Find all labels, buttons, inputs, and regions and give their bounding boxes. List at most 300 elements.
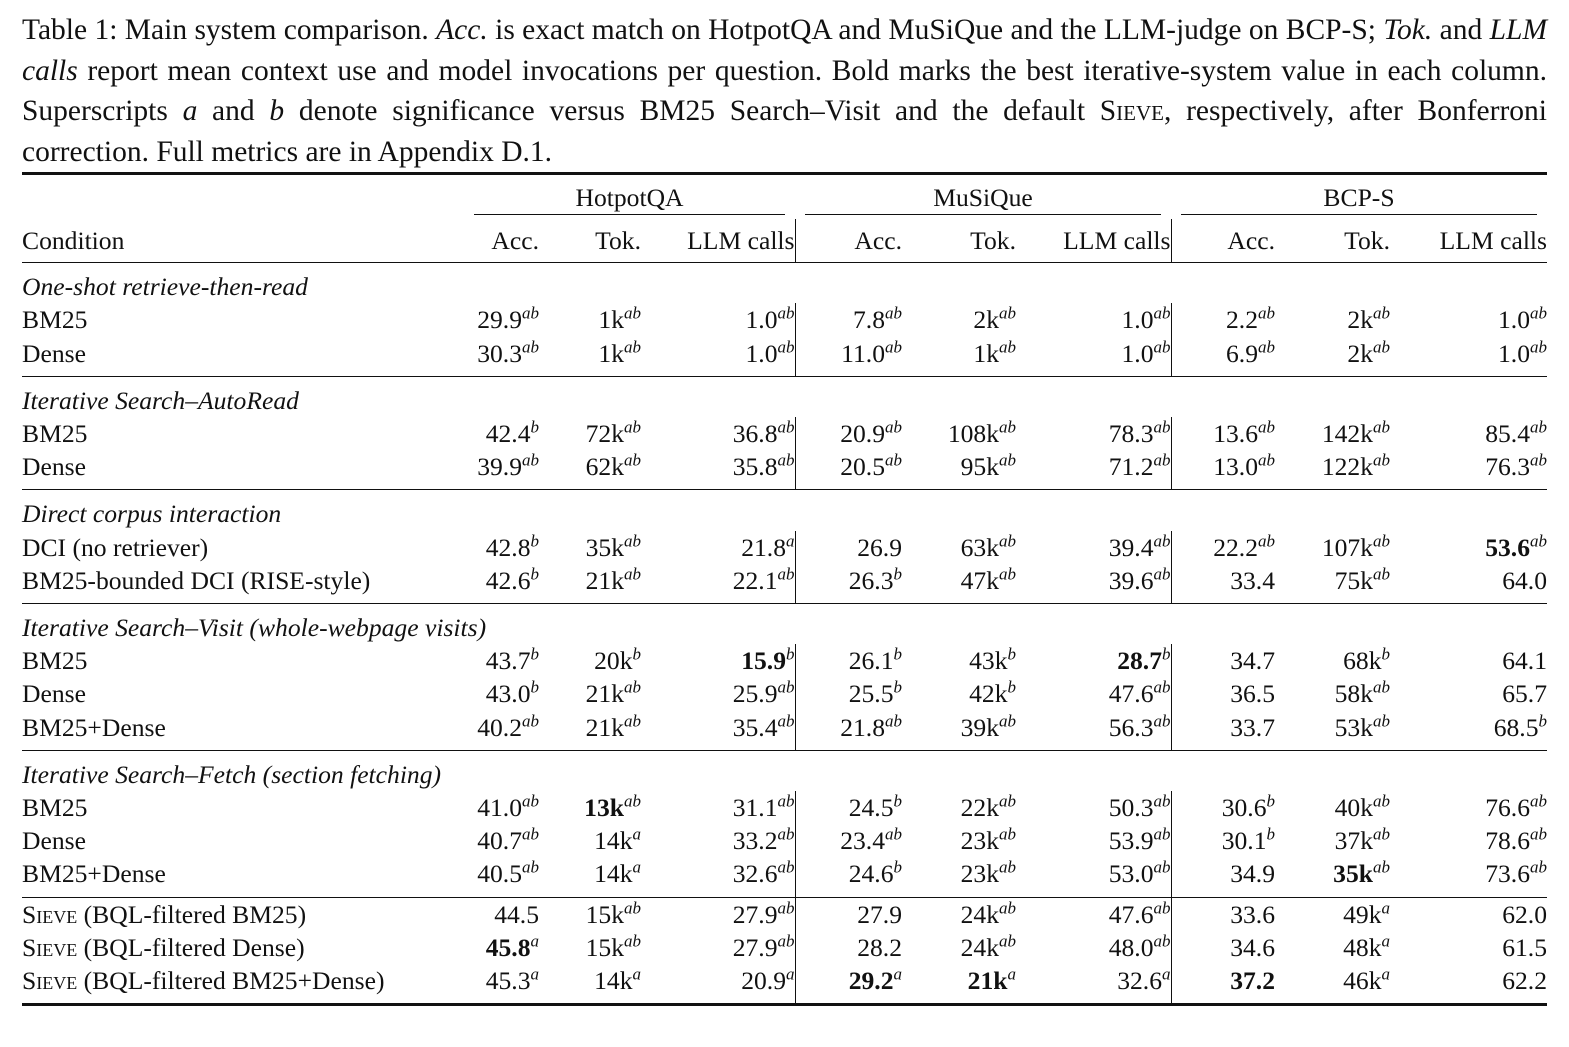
cell-value: 40k — [1334, 793, 1373, 823]
significance-marker: ab — [1530, 303, 1547, 323]
cell-value: 26.1 — [848, 646, 894, 676]
table-row — [22, 711, 1547, 751]
cell-value: 28.7 — [1117, 646, 1162, 676]
cell-value: 15k — [585, 899, 624, 929]
table-cell — [464, 417, 539, 450]
table-cell — [795, 677, 902, 710]
significance-marker: ab — [1530, 531, 1547, 551]
column-header: LLM calls — [641, 219, 795, 263]
cell-value: 29.9 — [477, 305, 522, 335]
significance-marker: a — [893, 964, 902, 984]
table-cell — [902, 337, 1016, 377]
cell-value: 44.5 — [494, 899, 539, 929]
table-cell — [641, 450, 795, 490]
cell-value: 1.0 — [1121, 305, 1154, 335]
table-cell — [464, 857, 539, 897]
cell-value: 43.0 — [485, 679, 531, 709]
significance-marker: ab — [999, 564, 1016, 584]
table-cell — [1390, 564, 1547, 604]
cell-value: 39k — [960, 712, 999, 742]
cell-value: 1.0 — [745, 338, 778, 368]
group-title: Iterative Search–Fetch (section fetching) — [22, 750, 1547, 791]
significance-marker: ab — [624, 337, 641, 357]
significance-marker: ab — [999, 711, 1016, 731]
significance-marker: ab — [1373, 824, 1390, 844]
cell-value: 42.6 — [485, 565, 531, 595]
significance-marker: ab — [1153, 898, 1171, 918]
table-cell — [1171, 337, 1275, 377]
table-cell — [1390, 964, 1547, 1003]
table-cell — [902, 931, 1016, 964]
table-cell — [1390, 897, 1547, 931]
table-cell — [539, 964, 641, 1003]
significance-marker: ab — [999, 531, 1016, 551]
significance-marker: b — [530, 417, 539, 437]
cell-value: 24k — [960, 932, 999, 962]
cell-value: 20.5 — [840, 452, 885, 482]
cell-value: 142k — [1321, 419, 1373, 449]
significance-marker: b — [530, 564, 539, 584]
cell-value: 53k — [1334, 712, 1373, 742]
significance-marker: b — [893, 857, 902, 877]
cell-value: 72k — [585, 419, 624, 449]
cell-value: 49k — [1343, 899, 1382, 929]
condition-label: BM25 — [22, 305, 88, 335]
cell-value: 42k — [969, 679, 1008, 709]
cell-value: 63k — [960, 532, 999, 562]
cell-value: 27.9 — [732, 899, 778, 929]
table-cell — [1275, 337, 1390, 377]
results-table — [22, 172, 1547, 1006]
table-cell — [1016, 450, 1171, 490]
significance-marker: b — [786, 644, 795, 664]
significance-marker: a — [1381, 898, 1390, 918]
table-cell — [1171, 417, 1275, 450]
table-cell — [1016, 303, 1171, 336]
significance-marker: ab — [999, 417, 1016, 437]
cell-value: 32.6 — [1117, 966, 1162, 996]
significance-marker: ab — [777, 677, 795, 697]
condition-name — [22, 644, 464, 677]
cell-value: 40.5 — [477, 859, 522, 889]
significance-marker: ab — [624, 417, 641, 437]
table-cell — [464, 644, 539, 677]
condition-name — [22, 677, 464, 710]
significance-marker: ab — [1530, 857, 1547, 877]
cell-value: 41.0 — [477, 793, 522, 823]
column-header: Tok. — [595, 226, 641, 255]
table-cell — [902, 450, 1016, 490]
cell-value: 64.0 — [1502, 565, 1547, 595]
condition-name — [22, 450, 464, 490]
cell-value: 43k — [969, 646, 1008, 676]
cell-value: 71.2 — [1108, 452, 1154, 482]
cell-value: 20.9 — [840, 419, 885, 449]
significance-marker: ab — [1373, 303, 1390, 323]
significance-marker: b — [1007, 677, 1016, 697]
table-cell — [1390, 824, 1547, 857]
cell-value: 42.4 — [485, 419, 531, 449]
table-cell — [641, 303, 795, 336]
table-cell — [902, 897, 1016, 931]
significance-marker: ab — [999, 303, 1016, 323]
table-caption: Table 1: Main system comparison. Acc. is exact match on HotpotQA and MuSiQue and the LLM-judge on BCP-S; Tok. and LLM calls report mean context use and model invocations per question. Bold marks the best iterative-system value in each column. Superscripts a and b denote significance versus BM25 Search–Visit and the default Sieve, respectively, after Bonferroni correction. Full metrics are in Appendix D.1. — [22, 14, 1548, 169]
table-cell — [641, 531, 795, 564]
cell-value: 31.1 — [732, 793, 778, 823]
cell-value: 20k — [594, 646, 633, 676]
cell-value: 39.4 — [1108, 532, 1154, 562]
table-cell — [795, 644, 902, 677]
significance-marker: ab — [1153, 531, 1171, 551]
table-cell — [902, 303, 1016, 336]
significance-marker: ab — [1373, 337, 1390, 357]
group-heading-row — [22, 490, 1547, 531]
table-cell — [1390, 857, 1547, 897]
cell-value: 53.0 — [1108, 859, 1154, 889]
table-cell — [1016, 897, 1171, 931]
cell-value: 53.9 — [1108, 826, 1154, 856]
cell-value: 2k — [1347, 338, 1373, 368]
significance-marker: ab — [1153, 337, 1171, 357]
table-cell — [539, 791, 641, 824]
significance-marker: b — [1381, 644, 1390, 664]
significance-marker: ab — [624, 531, 641, 551]
significance-marker: ab — [1373, 711, 1390, 731]
cell-value: 78.3 — [1108, 419, 1154, 449]
significance-marker: b — [893, 564, 902, 584]
column-header: LLM calls — [1439, 226, 1547, 255]
cell-value: 1.0 — [1498, 338, 1530, 368]
condition-name — [22, 857, 464, 897]
cell-value: 1.0 — [1498, 305, 1530, 335]
condition-label: (BQL-filtered BM25+Dense) — [77, 966, 385, 996]
table-cell — [1171, 564, 1275, 604]
table-cell — [902, 964, 1016, 1003]
cell-value: 47.6 — [1108, 679, 1154, 709]
table-cell — [1275, 897, 1390, 931]
cell-value: 30.3 — [477, 338, 522, 368]
cell-value: 39.9 — [477, 452, 522, 482]
cell-value: 35.4 — [732, 712, 778, 742]
cell-value: 26.3 — [848, 565, 894, 595]
cell-value: 22.1 — [732, 565, 778, 595]
table-cell — [1275, 931, 1390, 964]
significance-marker: ab — [885, 450, 902, 470]
table-cell — [795, 931, 902, 964]
condition-name — [22, 303, 464, 336]
cell-value: 76.3 — [1485, 452, 1530, 482]
significance-marker: ab — [999, 824, 1016, 844]
cell-value: 14k — [594, 966, 633, 996]
table-cell — [1016, 644, 1171, 677]
cell-value: 24.5 — [848, 793, 894, 823]
significance-marker: ab — [777, 450, 795, 470]
table-cell — [641, 677, 795, 710]
table-cell — [795, 791, 902, 824]
condition-name — [22, 531, 464, 564]
cell-value: 36.8 — [732, 419, 778, 449]
condition-label: Dense — [22, 452, 86, 482]
cell-value: 21k — [585, 679, 624, 709]
significance-marker: a — [786, 531, 795, 551]
table-cell — [641, 897, 795, 931]
significance-marker: ab — [522, 857, 539, 877]
table-cell — [1390, 450, 1547, 490]
cell-value: 43.7 — [485, 646, 531, 676]
table-cell — [1171, 824, 1275, 857]
table-cell — [1275, 644, 1390, 677]
cell-value: 7.8 — [853, 305, 885, 335]
cell-value: 33.6 — [1230, 899, 1275, 929]
table-cell — [795, 450, 902, 490]
table-cell — [641, 564, 795, 604]
cell-value: 2k — [973, 305, 999, 335]
table-cell — [539, 303, 641, 336]
cell-value: 2.2 — [1226, 305, 1258, 335]
table-cell — [1390, 677, 1547, 710]
table-cell — [902, 417, 1016, 450]
table-cell — [902, 711, 1016, 751]
column-header: Acc. — [491, 226, 539, 255]
table-cell — [1016, 337, 1171, 377]
cell-value: 13k — [584, 793, 624, 823]
table-cell — [539, 824, 641, 857]
significance-marker: ab — [1373, 450, 1390, 470]
table-cell — [1275, 677, 1390, 710]
table-cell — [902, 531, 1016, 564]
cell-value: 34.6 — [1230, 932, 1275, 962]
table-row — [22, 450, 1547, 490]
significance-marker: b — [893, 677, 902, 697]
table-cell — [1016, 857, 1171, 897]
significance-marker: ab — [522, 450, 539, 470]
table-cell — [1171, 303, 1275, 336]
table-cell — [464, 564, 539, 604]
significance-marker: ab — [624, 564, 641, 584]
table-cell — [795, 711, 902, 751]
cell-value: 62k — [585, 452, 624, 482]
table-cell — [1171, 931, 1275, 964]
table-cell — [539, 897, 641, 931]
table-cell — [641, 417, 795, 450]
table-cell — [1275, 964, 1390, 1003]
significance-marker: ab — [1153, 824, 1171, 844]
significance-marker: ab — [1258, 303, 1275, 323]
cell-value: 45.3 — [485, 966, 531, 996]
cell-value: 1k — [973, 338, 999, 368]
significance-marker: a — [1381, 964, 1390, 984]
significance-marker: ab — [777, 711, 795, 731]
table-cell — [1171, 897, 1275, 931]
cell-value: 21.8 — [840, 712, 885, 742]
significance-marker: ab — [522, 303, 539, 323]
significance-marker: b — [1162, 644, 1171, 664]
significance-marker: b — [530, 644, 539, 664]
table-row — [22, 964, 1547, 1003]
cell-value: 33.7 — [1230, 712, 1275, 742]
condition-label: Dense — [22, 679, 86, 709]
table-cell — [539, 450, 641, 490]
significance-marker: ab — [777, 898, 795, 918]
cell-value: 35k — [1333, 859, 1373, 889]
condition-header: Condition — [22, 226, 125, 255]
significance-marker: ab — [1153, 303, 1171, 323]
cell-value: 37.2 — [1230, 966, 1275, 996]
table-cell — [902, 564, 1016, 604]
significance-marker: a — [632, 824, 641, 844]
table-cell — [464, 931, 539, 964]
dataset-header: MuSiQue — [805, 181, 1161, 215]
table-cell — [795, 531, 902, 564]
significance-marker: ab — [522, 824, 539, 844]
cell-value: 24k — [960, 899, 999, 929]
significance-marker: ab — [1258, 450, 1275, 470]
table-cell — [1275, 857, 1390, 897]
cell-value: 56.3 — [1108, 712, 1154, 742]
cell-value: 27.9 — [857, 899, 902, 929]
dataset-header-row — [22, 175, 1547, 219]
significance-marker: ab — [1530, 337, 1547, 357]
significance-marker: a — [1162, 964, 1171, 984]
significance-marker: b — [1266, 791, 1275, 811]
cell-value: 75k — [1334, 565, 1373, 595]
cell-value: 64.1 — [1502, 646, 1547, 676]
table-cell — [464, 450, 539, 490]
table-row — [22, 531, 1547, 564]
significance-marker: b — [1538, 711, 1547, 731]
significance-marker: ab — [522, 791, 539, 811]
condition-name — [22, 711, 464, 751]
table-cell — [464, 824, 539, 857]
cell-value: 25.9 — [732, 679, 778, 709]
system-name: Sieve — [22, 966, 78, 996]
cell-value: 35.8 — [732, 452, 778, 482]
table-cell — [1390, 531, 1547, 564]
significance-marker: ab — [999, 857, 1016, 877]
table-cell — [641, 931, 795, 964]
table-cell — [1390, 644, 1547, 677]
dataset-header: BCP-S — [1181, 181, 1537, 215]
table-cell — [641, 964, 795, 1003]
table-cell — [464, 791, 539, 824]
cell-value: 78.6 — [1485, 826, 1530, 856]
table-cell — [902, 791, 1016, 824]
table-cell — [1275, 417, 1390, 450]
condition-label: BM25+Dense — [22, 859, 166, 889]
significance-marker: ab — [624, 677, 641, 697]
cell-value: 29.2 — [848, 966, 894, 996]
table-cell — [1171, 791, 1275, 824]
cell-value: 73.6 — [1485, 859, 1530, 889]
table-cell — [1390, 791, 1547, 824]
cell-value: 122k — [1321, 452, 1373, 482]
table-row — [22, 897, 1547, 931]
significance-marker: ab — [885, 711, 902, 731]
cell-value: 68k — [1343, 646, 1382, 676]
cell-value: 22k — [960, 793, 999, 823]
significance-marker: ab — [624, 711, 641, 731]
group-title: Iterative Search–Visit (whole-webpage visits) — [22, 604, 1547, 645]
cell-value: 34.9 — [1230, 859, 1275, 889]
cell-value: 40.7 — [477, 826, 522, 856]
significance-marker: ab — [1373, 677, 1390, 697]
table-cell — [1275, 711, 1390, 751]
cell-value: 61.5 — [1502, 932, 1547, 962]
cell-value: 1.0 — [745, 305, 778, 335]
table-cell — [1171, 857, 1275, 897]
cell-value: 21k — [585, 565, 624, 595]
table-cell — [1171, 531, 1275, 564]
condition-name — [22, 824, 464, 857]
table-cell — [1171, 677, 1275, 710]
cell-value: 28.2 — [857, 932, 902, 962]
condition-name — [22, 791, 464, 824]
significance-marker: b — [893, 644, 902, 664]
significance-marker: b — [530, 677, 539, 697]
table-cell — [1171, 964, 1275, 1003]
table-cell — [795, 417, 902, 450]
significance-marker: ab — [624, 931, 641, 951]
cell-value: 30.1 — [1221, 826, 1267, 856]
condition-name — [22, 564, 464, 604]
significance-marker: ab — [999, 450, 1016, 470]
cell-value: 15.9 — [741, 646, 786, 676]
significance-marker: ab — [1373, 791, 1390, 811]
table-cell — [1275, 791, 1390, 824]
table-cell — [1016, 711, 1171, 751]
significance-marker: b — [632, 644, 641, 664]
table-cell — [641, 791, 795, 824]
significance-marker: ab — [777, 417, 795, 437]
significance-marker: ab — [1530, 791, 1547, 811]
cell-value: 2k — [1347, 305, 1373, 335]
cell-value: 6.9 — [1226, 338, 1258, 368]
table-row — [22, 931, 1547, 964]
condition-label: BM25+Dense — [22, 712, 166, 742]
cell-value: 37k — [1334, 826, 1373, 856]
table-cell — [1016, 677, 1171, 710]
significance-marker: ab — [1153, 450, 1171, 470]
table-cell — [902, 644, 1016, 677]
cell-value: 27.9 — [732, 932, 778, 962]
dataset-header: HotpotQA — [474, 181, 785, 215]
cell-value: 76.6 — [1485, 793, 1530, 823]
condition-label: Dense — [22, 338, 86, 368]
cell-value: 25.5 — [848, 679, 894, 709]
significance-marker: ab — [885, 303, 902, 323]
table-cell — [539, 677, 641, 710]
table-cell — [464, 677, 539, 710]
table-cell — [641, 644, 795, 677]
condition-label: (BQL-filtered Dense) — [77, 932, 305, 962]
table-cell — [1390, 303, 1547, 336]
cell-value: 14k — [594, 826, 633, 856]
table-cell — [539, 644, 641, 677]
significance-marker: ab — [624, 898, 641, 918]
significance-marker: ab — [1530, 417, 1547, 437]
cell-value: 30.6 — [1221, 793, 1267, 823]
column-header: Acc. — [1227, 226, 1275, 255]
significance-marker: ab — [885, 337, 902, 357]
significance-marker: ab — [624, 450, 641, 470]
condition-label: DCI (no retriever) — [22, 532, 209, 562]
condition-label: BM25 — [22, 793, 88, 823]
table-cell — [539, 337, 641, 377]
table-cell — [1016, 931, 1171, 964]
significance-marker: a — [632, 857, 641, 877]
cell-value: 47k — [960, 565, 999, 595]
cell-value: 23k — [960, 859, 999, 889]
